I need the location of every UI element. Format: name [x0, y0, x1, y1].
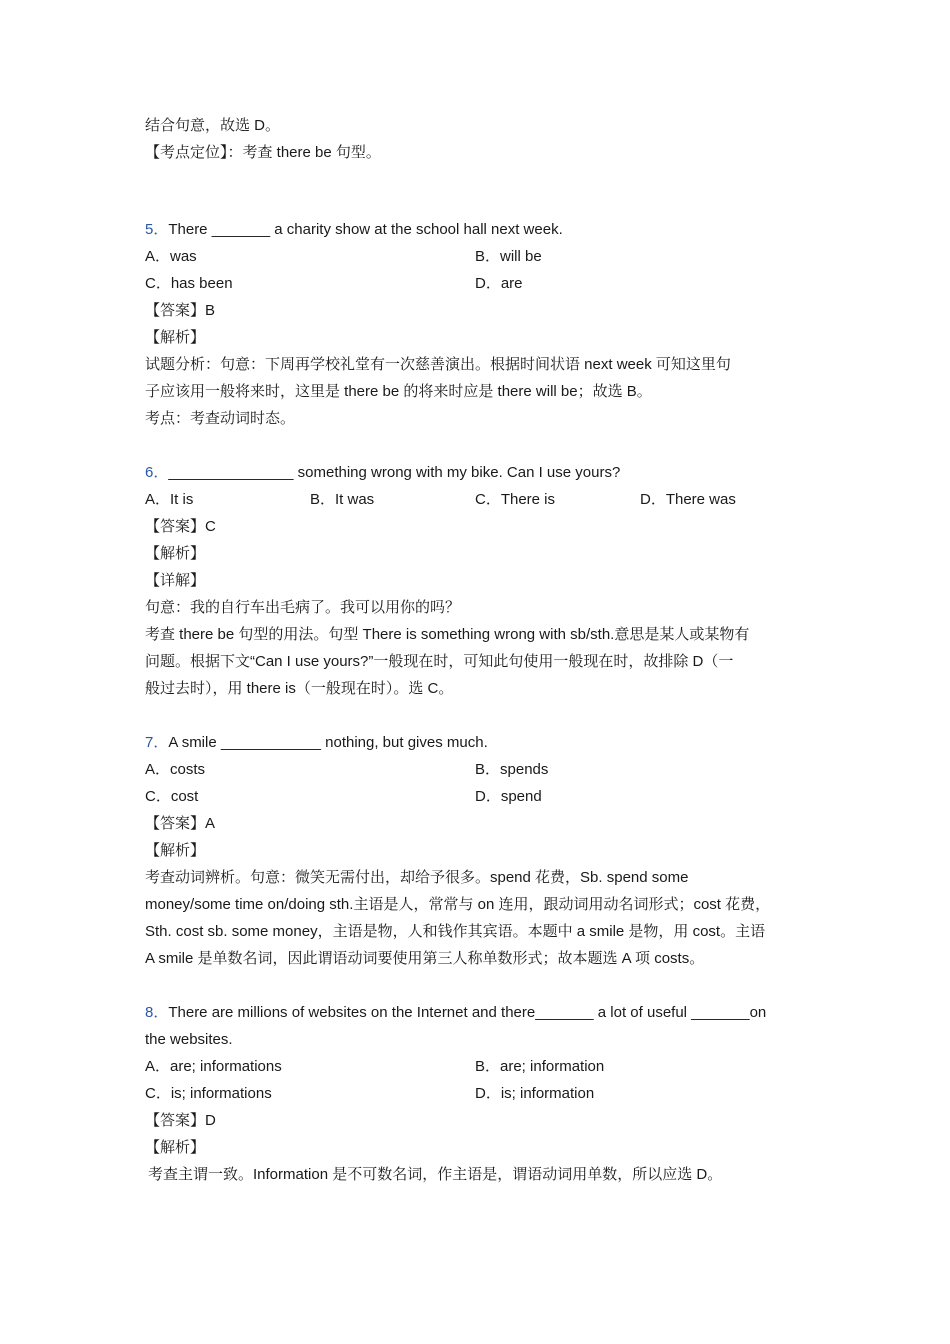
option-d: D．is; information: [475, 1085, 595, 1102]
question-7: [145, 729, 825, 972]
option-d: D．spend: [475, 788, 542, 805]
explanation-line: 考查 there be 句型的用法。句型 There is something wrong with sb/sth.意思是某人或某物有: [145, 626, 750, 643]
option-a: A．It is: [145, 491, 194, 508]
option-c: C．has been: [145, 275, 233, 292]
option-a: A．costs: [145, 761, 206, 778]
options-row: [145, 243, 825, 270]
options-row: [145, 1053, 825, 1080]
detail-label: 【详解】: [145, 572, 206, 589]
explanation-line: 考点：考查动词时态。: [145, 410, 296, 427]
answer: 【答案】D: [145, 1112, 216, 1129]
option-d: D．are: [475, 275, 523, 292]
question-stem: 5．There _______ a charity show at the school hall next week.: [145, 221, 563, 238]
explanation-line: Sth. cost sb. some money，主语是物，人和钱作其宾语。本题中 a smile 是物，用 cost。主语: [145, 923, 766, 940]
question-stem: 7．A smile ____________ nothing, but gives much.: [145, 734, 488, 751]
document-page: [145, 112, 825, 1188]
option-b: B．will be: [475, 248, 542, 265]
intro-line: 结合句意，故选 D。: [145, 117, 281, 134]
analysis-label: 【解析】: [145, 1139, 206, 1156]
explanation-line: 问题。根据下文“Can I use yours?”一般现在时，可知此句使用一般现在时，故排除 D（一: [145, 653, 734, 670]
analysis-label: 【解析】: [145, 545, 206, 562]
explanation-line: 句意：我的自行车出毛病了。我可以用你的吗？: [145, 599, 461, 616]
question-5: [145, 216, 825, 432]
option-d: D．There was: [640, 491, 736, 508]
option-c: C．is; informations: [145, 1085, 272, 1102]
question-number: 5．: [145, 221, 169, 238]
explanation-line: A smile 是单数名词，因此谓语动词要使用第三人称单数形式；故本题选 A 项 costs。: [145, 950, 705, 967]
topic-locator: 【考点定位】：考查 there be 句型。: [145, 144, 381, 161]
options-row: [145, 270, 825, 297]
options-row: [145, 486, 825, 513]
question-stem: 6．_______________ something wrong with my bike. Can I use yours?: [145, 464, 621, 481]
option-a: A．are; informations: [145, 1058, 282, 1075]
answer: 【答案】C: [145, 518, 216, 535]
options-row: [145, 1080, 825, 1107]
question-number: 8．: [145, 1004, 169, 1021]
answer: 【答案】A: [145, 815, 216, 832]
options-row: [145, 783, 825, 810]
option-a: A．was: [145, 248, 197, 265]
answer: 【答案】B: [145, 302, 216, 319]
question-6: [145, 459, 825, 702]
question-number: 6．: [145, 464, 169, 481]
analysis-label: 【解析】: [145, 329, 206, 346]
explanation-line: 考查动词辨析。句意：微笑无需付出，却给予很多。spend 花费，Sb. spend some: [145, 869, 689, 886]
option-b: B．spends: [475, 761, 549, 778]
option-b: B．It was: [310, 491, 375, 508]
option-c: C．There is: [475, 491, 556, 508]
question-stem: 8．There are millions of websites on the Internet and there_______ a lot of useful _______on: [145, 1004, 767, 1021]
explanation-line: 般过去时），用 there is（一般现在时）。选 C。: [145, 680, 454, 697]
analysis-label: 【解析】: [145, 842, 206, 859]
explanation-line: money/some time on/doing sth.主语是人，常常与 on 连用，跟动词用动名词形式；cost 花费，: [145, 896, 771, 913]
question-8: [145, 999, 825, 1188]
explanation-line: 子应该用一般将来时，这里是 there be 的将来时应是 there will be；故选 B。: [145, 383, 652, 400]
explanation-line: 试题分析：句意：下周再学校礼堂有一次慈善演出。根据时间状语 next week 可知这里句: [145, 356, 731, 373]
explanation-line: 考查主谓一致。Information 是不可数名词，作主语是，谓语动词用单数，所以应选 D。: [148, 1166, 723, 1183]
question-stem-cont: the websites.: [145, 1031, 233, 1048]
question-number: 7．: [145, 734, 169, 751]
option-b: B．are; information: [475, 1058, 605, 1075]
options-row: [145, 756, 825, 783]
option-c: C．cost: [145, 788, 199, 805]
